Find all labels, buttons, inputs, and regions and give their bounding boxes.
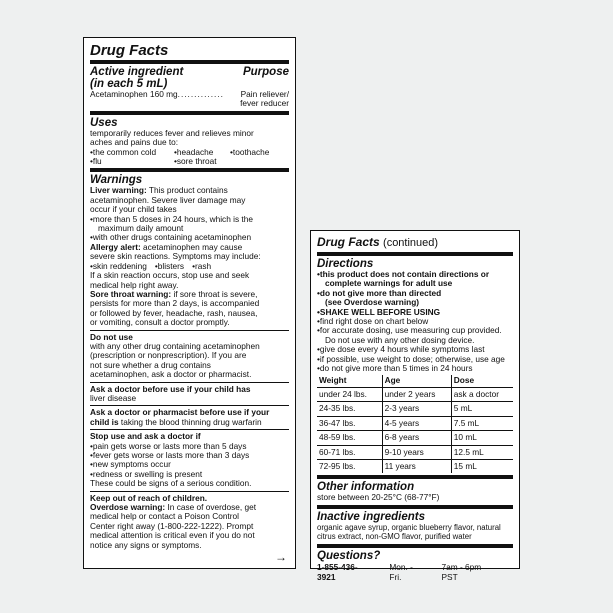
do-not-use-section xyxy=(90,330,289,382)
weight-cell: 48-59 lbs. xyxy=(317,431,382,445)
allergy-text: severe skin reactions. Symptoms may include: xyxy=(90,251,261,262)
stop-use-item: • fever gets worse or lasts more than 3 days xyxy=(90,451,289,460)
weight-header: Weight xyxy=(317,375,382,387)
ask-doctor-text: liver disease xyxy=(90,392,137,403)
active-ingredient-section xyxy=(90,60,289,111)
direction-item: • for accurate dosing, use measuring cup provided. xyxy=(317,326,513,335)
direction-item: • find right dose on chart below xyxy=(317,317,513,326)
storage-text: store between 20-25°C (68-77°F) xyxy=(317,492,440,503)
allergy-text: If a skin reaction occurs, stop use and seek xyxy=(90,270,250,281)
ask-pharmacist-heading-cont: child is xyxy=(90,416,119,427)
uses-intro-1: temporarily reduces fever and relieves minor xyxy=(90,127,254,138)
table-row xyxy=(317,445,513,459)
active-ingredient-sub: (in each 5 mL) xyxy=(90,78,168,90)
hours-text: 7am - 6pm PST xyxy=(441,561,482,582)
drug-facts-panel-left xyxy=(83,37,296,569)
stop-use-item: • redness or swelling is present xyxy=(90,470,289,479)
ask-pharmacist-section xyxy=(90,405,289,429)
dose-table xyxy=(317,375,513,473)
purpose-heading: Purpose xyxy=(242,66,289,78)
ask-pharmacist-text: taking the blood thinning drug warfarin xyxy=(120,416,262,427)
phone-number: 1-855-436-3921 xyxy=(317,561,358,582)
overdose-text: medical help or contact a Poison Control xyxy=(90,511,239,522)
inactive-ingredients-heading: Inactive ingredients xyxy=(317,510,426,523)
warnings-heading: Warnings xyxy=(90,174,143,187)
do-not-use-text: not sure whether a drug contains xyxy=(90,359,211,370)
warnings-section xyxy=(90,168,289,329)
overdose-text: In case of overdose, get xyxy=(167,502,257,513)
weight-cell: 60-71 lbs. xyxy=(317,445,382,459)
overdose-text: notice any signs or symptoms. xyxy=(90,539,202,550)
sore-throat-label: Sore throat warning: xyxy=(90,288,172,299)
liver-warning-text: This product contains xyxy=(148,185,228,196)
uses-item: • headache xyxy=(174,148,230,157)
overdose-text: medical attention is critical even if you do not xyxy=(90,530,255,541)
purpose-line2: fever reducer xyxy=(240,98,289,109)
weight-cell: 36-47 lbs. xyxy=(317,416,382,430)
age-cell: under 2 years xyxy=(382,387,451,401)
leader-dots: .............. xyxy=(177,90,224,99)
drug-facts-panel-right xyxy=(310,230,520,582)
stop-use-section xyxy=(90,429,289,490)
directions-heading: Directions xyxy=(317,258,374,270)
direction-item: • if possible, use weight to dose; otherwise, use age xyxy=(317,355,513,364)
dose-cell: 5 mL xyxy=(451,402,513,416)
direction-item: • do not give more than 5 times in 24 hours xyxy=(317,364,513,373)
allergy-symptom: • skin reddening xyxy=(90,262,147,271)
age-header: Age xyxy=(382,375,451,387)
ingredient-name: Acetaminophen 160 mg xyxy=(90,89,178,99)
inactive-ingredients-text: citrus extract, non-GMO flavor, purified water xyxy=(317,532,472,542)
keep-out-heading: Keep out of reach of children. xyxy=(90,492,208,503)
weight-cell: under 24 lbs. xyxy=(317,387,382,401)
days-text: Mon. - Fri. xyxy=(389,561,413,582)
age-cell: 11 years xyxy=(382,459,451,473)
other-information-section xyxy=(317,475,513,504)
questions-heading: Questions? xyxy=(317,549,381,562)
sore-throat-text: or vomiting, consult a doctor promptly. xyxy=(90,317,230,328)
ask-pharmacist-heading: Ask a doctor or pharmacist before use if your xyxy=(90,407,270,418)
stop-use-heading: Stop use and ask a doctor if xyxy=(90,431,201,442)
uses-list xyxy=(90,148,289,167)
dose-cell: 7.5 mL xyxy=(451,416,513,430)
keep-out-section xyxy=(90,491,289,552)
uses-item: • sore throat xyxy=(174,157,230,166)
dose-header: Dose xyxy=(451,375,513,387)
weight-cell: 24-35 lbs. xyxy=(317,402,382,416)
overdose-text: Center right away (1-800-222-1222). Prompt xyxy=(90,520,254,531)
purpose-line1: Pain reliever/ xyxy=(240,89,289,99)
dose-cell: 10 mL xyxy=(451,431,513,445)
ask-doctor-section xyxy=(90,382,289,406)
ask-doctor-heading: Ask a doctor before use if your child has xyxy=(90,383,251,394)
dose-cell: ask a doctor xyxy=(451,387,513,401)
drug-facts-title: Drug Facts xyxy=(90,42,169,59)
weight-cell: 72-95 lbs. xyxy=(317,459,382,473)
allergy-text: medical help right away. xyxy=(90,279,179,290)
liver-warning-text: occur if your child takes xyxy=(90,204,177,215)
liver-bullet: • with other drugs containing acetaminophen xyxy=(90,233,289,242)
liver-warning-text: acetaminophen. Severe liver damage may xyxy=(90,194,246,205)
table-row xyxy=(317,416,513,430)
sore-throat-text: if sore throat is severe, xyxy=(173,288,258,299)
dose-table-header xyxy=(317,375,513,387)
age-cell: 6-8 years xyxy=(382,431,451,445)
uses-item: • flu xyxy=(90,157,174,166)
dose-cell: 15 mL xyxy=(451,459,513,473)
liver-bullet: • more than 5 doses in 24 hours, which is the xyxy=(90,215,289,224)
sore-throat-text: or followed by fever, headache, rash, nausea, xyxy=(90,307,258,318)
direction-item: • SHAKE WELL BEFORE USING xyxy=(317,308,513,317)
continued-label: (continued) xyxy=(383,237,439,249)
drug-facts-continued-title: Drug Facts xyxy=(317,235,380,249)
inactive-ingredients-text: organic agave syrup, organic blueberry flavor, natural xyxy=(317,522,501,532)
questions-section xyxy=(317,544,513,584)
inactive-ingredients-section xyxy=(317,505,513,544)
uses-item: • the common cold xyxy=(90,148,174,157)
other-information-heading: Other information xyxy=(317,481,415,494)
allergy-alert-label: Allergy alert: xyxy=(90,241,141,252)
direction-item: • this product does not contain directions or xyxy=(317,270,513,279)
do-not-use-text: (prescription or nonprescription). If you are xyxy=(90,350,247,361)
liver-bullet-cont: maximum daily amount xyxy=(98,223,184,234)
table-row xyxy=(317,387,513,401)
stop-use-tail: These could be signs of a serious condition. xyxy=(90,478,252,489)
uses-item: • toothache xyxy=(230,148,288,157)
uses-heading: Uses xyxy=(90,116,118,129)
direction-item-cont: (see Overdose warning) xyxy=(325,297,420,308)
stop-use-item: • pain gets worse or lasts more than 5 days xyxy=(90,442,289,451)
allergy-symptom: • blisters xyxy=(155,262,184,271)
direction-item: • do not give more than directed xyxy=(317,289,513,298)
age-cell: 9-10 years xyxy=(382,445,451,459)
age-cell: 4-5 years xyxy=(382,416,451,430)
uses-section xyxy=(90,111,289,169)
dose-cell: 12.5 mL xyxy=(451,445,513,459)
direction-item-cont: Do not use with any other dosing device. xyxy=(325,334,475,345)
do-not-use-text: acetaminophen, ask a doctor or pharmacist. xyxy=(90,369,252,380)
overdose-label: Overdose warning: xyxy=(90,502,166,513)
directions-section xyxy=(317,252,513,475)
do-not-use-text: with any other drug containing acetaminophen xyxy=(90,340,260,351)
stop-use-item: • new symptoms occur xyxy=(90,460,289,469)
table-row xyxy=(317,431,513,445)
table-row xyxy=(317,402,513,416)
age-cell: 2-3 years xyxy=(382,402,451,416)
sore-throat-text: persists for more than 2 days, is accompanied xyxy=(90,298,260,309)
direction-item-cont: complete warnings for adult use xyxy=(325,278,453,289)
allergy-symptom: • rash xyxy=(192,262,211,271)
liver-warning-label: Liver warning: xyxy=(90,185,147,196)
direction-item: • give dose every 4 hours while symptoms last xyxy=(317,345,513,354)
active-ingredient-heading: Active ingredient xyxy=(90,66,184,78)
allergy-text: acetaminophen may cause xyxy=(143,241,243,252)
arrow-right-icon: → xyxy=(275,550,287,564)
table-row xyxy=(317,459,513,473)
uses-intro-2: aches and pains due to: xyxy=(90,137,179,148)
do-not-use-heading: Do not use xyxy=(90,331,133,342)
